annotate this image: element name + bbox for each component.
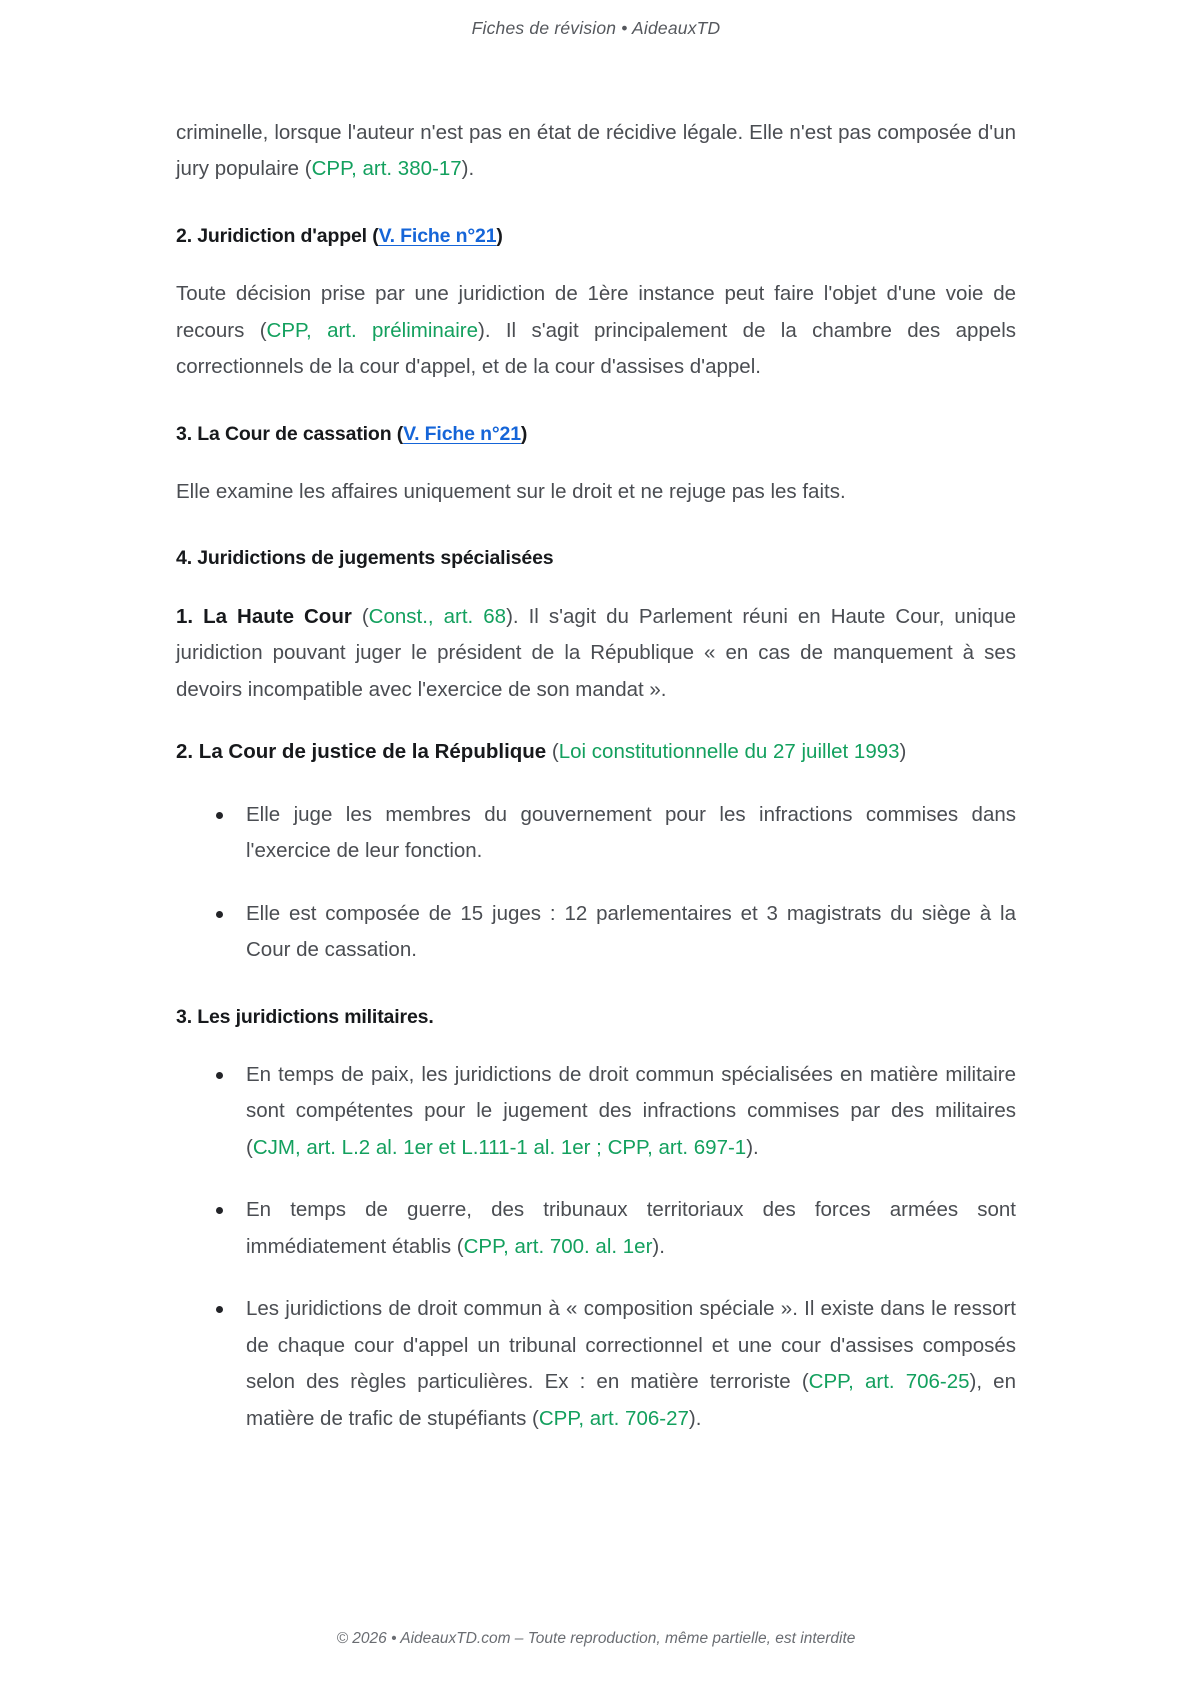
militaires-b1-text-before: En temps de paix, les juridictions de droit commun spécialisées en matière militaire sont compétentes pour le jugement des infractions commises par des militaires (	[246, 1062, 1016, 1159]
list-item: Elle juge les membres du gouvernement pour les infractions commises dans l'exercice de leur fonction.	[212, 797, 1016, 870]
list-item: Elle est composée de 15 juges : 12 parlementaires et 3 magistrats du siège à la Cour de cassation.	[212, 896, 1016, 969]
citation-const-68: Const., art. 68	[368, 604, 507, 628]
heading-juridictions-militaires: 3. Les juridictions militaires.	[176, 1005, 434, 1028]
citation-cpp-380-17: CPP, art. 380-17	[311, 157, 462, 181]
militaires-b3-text-middle: ), en matière de trafic de stupéfiants (	[246, 1370, 1016, 1430]
running-header: Fiches de révision • AideauxTD	[471, 18, 721, 38]
paragraph-section-3: Elle examine les affaires uniquement sur le droit et ne rejuge pas les faits.	[176, 479, 846, 503]
section-2-text-after: ). Il s'agit principalement de la chambre des appels correctionnels de la cour d'appel, et de la cour d'assises d'appel.	[176, 318, 1016, 379]
bullet-list-juridictions-militaires	[176, 1057, 1016, 1437]
intro-text-before: criminelle, lorsque l'auteur n'est pas en état de récidive légale. Elle n'est pas composée d'un jury populaire (	[176, 121, 1016, 181]
militaires-b3-text-after: ).	[688, 1406, 702, 1430]
heading-section-3-text: 3. La Cour de cassation (	[176, 422, 404, 445]
citation-cpp-preliminaire: CPP, art. préliminaire	[266, 318, 478, 342]
paragraph-haute-cour	[176, 599, 1016, 708]
citation-cpp-706-25: CPP, art. 706-25	[808, 1370, 970, 1394]
militaires-b1-text-after: ).	[746, 1135, 759, 1159]
citation-cpp-706-27: CPP, art. 706-27	[538, 1406, 689, 1430]
run-in-cour-justice: 2. La Cour de justice de la République	[176, 740, 547, 764]
heading-section-4: 4. Juridictions de jugements spécialisées	[176, 547, 554, 570]
cour-justice-citation-open: (	[546, 740, 559, 764]
citation-loi-constitutionnelle-1993: Loi constitutionnelle du 27 juillet 1993	[558, 740, 900, 764]
intro-paragraph	[176, 115, 1016, 188]
paragraph-section-2	[176, 276, 1016, 385]
citation-cjm-cpp-697-1: CJM, art. L.2 al. 1er et L.111-1 al. 1er ; CPP, art. 697-1	[252, 1135, 747, 1159]
heading-section-3-close: )	[520, 422, 528, 445]
haute-cour-citation-open: (	[351, 604, 369, 628]
document-body	[176, 115, 1016, 1684]
link-fiche-21-appel[interactable]: V. Fiche n°21	[378, 224, 497, 247]
list-item	[212, 1291, 1016, 1437]
bullet-list-cour-justice	[176, 797, 1016, 969]
heading-section-2	[176, 222, 1016, 250]
list-item	[212, 1192, 1016, 1265]
heading-section-2-text: 2. Juridiction d'appel (	[176, 224, 379, 247]
page-footer: © 2026 • AideauxTD.com – Toute reproduction, même partielle, est interdite	[336, 1630, 856, 1647]
citation-cpp-700-al-1er: CPP, art. 700. al. 1er	[463, 1234, 653, 1258]
section-2-text-before: Toute décision prise par une juridiction de 1ère instance peut faire l'objet d'une voie de recours (	[176, 282, 1016, 342]
cour-justice-citation-close: )	[899, 740, 907, 764]
intro-text-after: ).	[461, 157, 475, 181]
heading-section-2-close: )	[496, 224, 503, 247]
militaires-b2-text-after: ).	[652, 1234, 665, 1258]
militaires-b2-text-before: En temps de guerre, des tribunaux territoriaux des forces armées sont immédiatement établis (	[246, 1198, 1016, 1258]
heading-section-3	[176, 420, 1016, 448]
militaires-b3-text-before: Les juridictions de droit commun à « composition spéciale ». Il existe dans le ressort de chaque cour d'appel un tribunal correctionnel et une cour d'assises composés selon des règles particulières. Ex : en matière terroriste (	[246, 1297, 1016, 1394]
link-fiche-21-cassation[interactable]: V. Fiche n°21	[403, 422, 521, 445]
paragraph-cour-justice-republique	[176, 734, 1016, 770]
list-item	[212, 1057, 1016, 1166]
haute-cour-text-after: ). Il s'agit du Parlement réuni en Haute Cour, unique juridiction pouvant juger le président de la République « en cas de manquement à ses devoirs incompatible avec l'exercice de son mandat ».	[176, 604, 1016, 701]
run-in-haute-cour: 1. La Haute Cour	[176, 604, 352, 628]
